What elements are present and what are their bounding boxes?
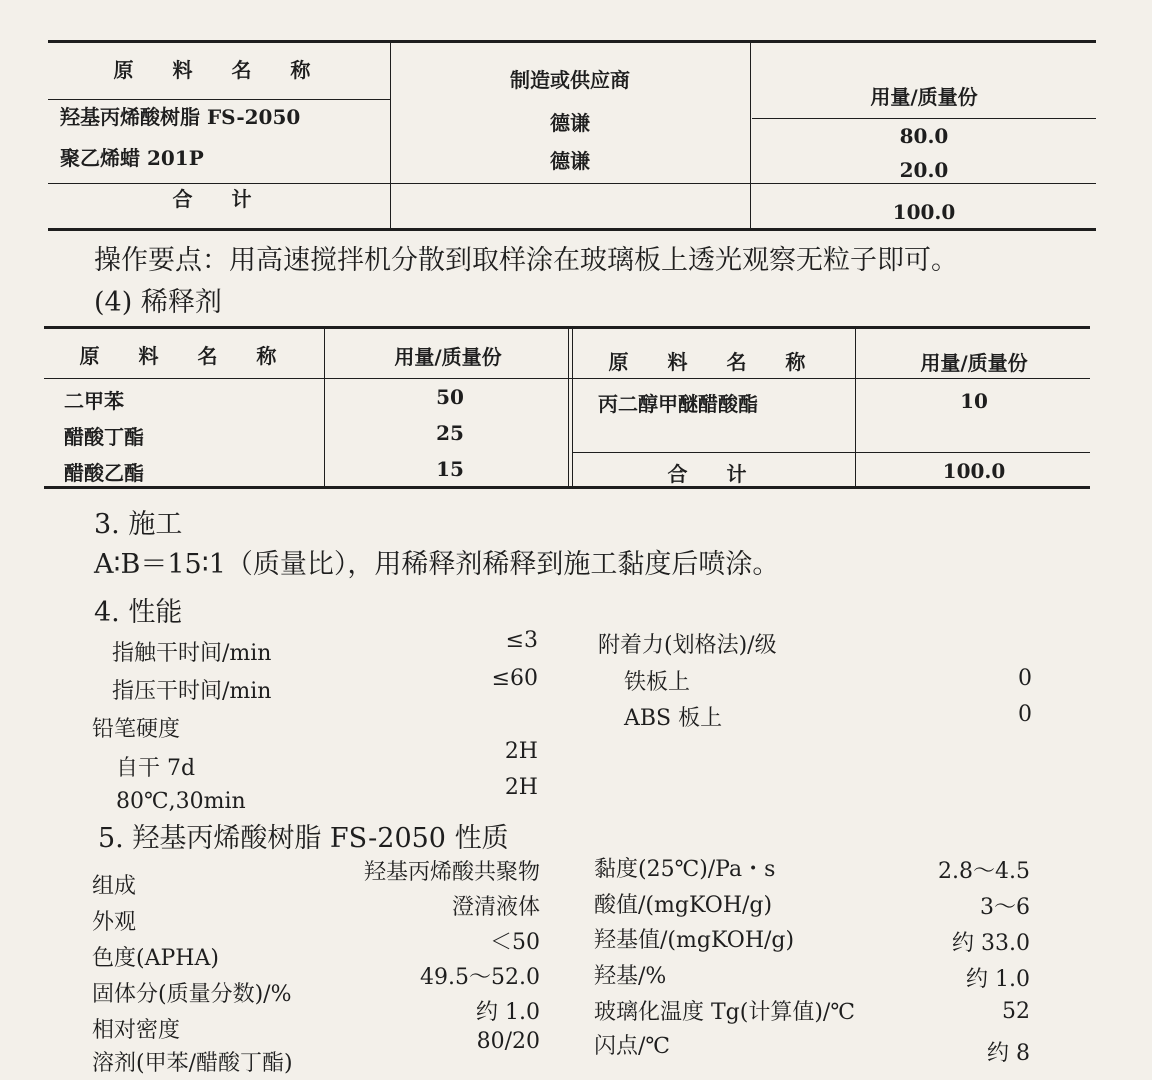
property-label: 组成: [92, 874, 137, 899]
property-value: 49.5～52.0: [420, 965, 540, 990]
property-label: 羟基/%: [594, 964, 667, 989]
column-header-material: 原 料 名 称: [113, 58, 327, 82]
performance-heading: 4. 性能: [94, 597, 183, 628]
resin-properties-heading: 5. 羟基丙烯酸树脂 FS-2050 性质: [98, 823, 509, 854]
table-cell-amount: 15: [436, 457, 464, 481]
property-value: ≤60: [491, 666, 538, 691]
table-total-label: 合 计: [667, 462, 763, 486]
table-col-rule: [750, 42, 751, 230]
table-col-rule: [390, 42, 391, 230]
property-value: 约 1.0: [966, 967, 1030, 992]
table-cell-material: 丙二醇甲醚醋酸酯: [598, 392, 758, 416]
table-col-rule: [855, 328, 856, 487]
table-col-rule: [324, 328, 325, 487]
table-cell-amount: 25: [436, 421, 464, 445]
property-value: ＜50: [490, 930, 540, 955]
property-value: 澄清液体: [451, 895, 540, 920]
property-label: 指触干时间/min: [112, 641, 272, 666]
table-col-rule: [572, 328, 573, 487]
column-header-amount: 用量/质量份: [394, 345, 502, 369]
table-rule: [48, 99, 390, 100]
property-label: 黏度(25℃)/Pa・s: [594, 857, 776, 882]
property-group-label: 铅笔硬度: [92, 717, 181, 742]
column-header-material: 原 料 名 称: [79, 344, 293, 368]
column-header-supplier: 制造或供应商: [510, 68, 630, 92]
table-cell-material: 羟基丙烯酸树脂 FS-2050: [60, 105, 301, 129]
table-cell-material: 醋酸乙酯: [64, 461, 144, 485]
property-value: 2H: [504, 775, 538, 800]
table-total-label: 合 计: [172, 187, 268, 211]
property-label: 溶剂(甲苯/醋酸丁酯): [92, 1051, 293, 1076]
property-label: 羟基值/(mgKOH/g): [594, 928, 795, 953]
table-rule: [44, 378, 1090, 379]
property-label: 外观: [92, 910, 137, 935]
property-value: ≤3: [505, 628, 538, 653]
property-value: 2.8～4.5: [938, 859, 1030, 884]
column-header-amount: 用量/质量份: [920, 351, 1028, 375]
table-cell-amount: 50: [436, 385, 464, 409]
property-value: 羟基丙烯酸共聚物: [363, 860, 540, 885]
table-top-rule: [48, 40, 1096, 43]
table-cell-amount: 10: [960, 389, 988, 413]
property-value: 80/20: [476, 1029, 540, 1054]
table-cell-supplier: 德谦: [550, 111, 590, 135]
property-label: 铁板上: [624, 670, 691, 695]
table-total-value: 100.0: [892, 200, 956, 224]
table-cell-material: 聚乙烯蜡 201P: [60, 146, 204, 170]
construction-heading: 3. 施工: [94, 509, 183, 540]
table-cell-amount: 80.0: [899, 124, 949, 148]
property-label: 自干 7d: [116, 756, 196, 781]
property-value: 2H: [504, 739, 538, 764]
property-label: 80℃,30min: [116, 789, 246, 814]
property-value: 约 1.0: [476, 1000, 540, 1025]
property-label: 指压干时间/min: [112, 679, 272, 704]
table-total-value: 100.0: [942, 459, 1006, 483]
table-top-rule: [44, 326, 1090, 329]
diluent-heading: (4) 稀释剂: [94, 287, 222, 318]
table-cell-material: 二甲苯: [64, 389, 124, 413]
property-value: 52: [1002, 999, 1030, 1024]
property-label: 玻璃化温度 Tg(计算值)/℃: [594, 1000, 855, 1025]
property-group-label: 附着力(划格法)/级: [598, 633, 777, 658]
property-label: 酸值/(mgKOH/g): [594, 893, 773, 918]
table-bottom-rule: [48, 228, 1096, 231]
table-cell-amount: 20.0: [899, 158, 949, 182]
property-label: ABS 板上: [624, 706, 723, 731]
operation-note: 操作要点：用高速搅拌机分散到取样涂在玻璃板上透光观察无粒子即可。: [94, 245, 958, 276]
table-rule: [752, 118, 1096, 119]
column-header-material: 原 料 名 称: [608, 350, 822, 374]
property-value: 3～6: [980, 895, 1030, 920]
table-bottom-rule: [44, 486, 1090, 489]
property-label: 色度(APHA): [92, 946, 219, 971]
table-cell-supplier: 德谦: [550, 149, 590, 173]
property-label: 闪点/℃: [594, 1034, 671, 1059]
table-rule: [572, 452, 1090, 453]
property-label: 相对密度: [92, 1018, 181, 1043]
property-value: 0: [1018, 666, 1032, 691]
table-cell-material: 醋酸丁酯: [64, 425, 144, 449]
property-value: 约 33.0: [952, 931, 1030, 956]
column-header-amount: 用量/质量份: [870, 85, 978, 109]
property-label: 固体分(质量分数)/%: [92, 982, 292, 1007]
property-value: 0: [1018, 702, 1032, 727]
construction-text: A∶B＝15∶1（质量比），用稀释剂稀释到施工黏度后喷涂。: [94, 549, 780, 580]
property-value: 约 8: [987, 1041, 1030, 1066]
